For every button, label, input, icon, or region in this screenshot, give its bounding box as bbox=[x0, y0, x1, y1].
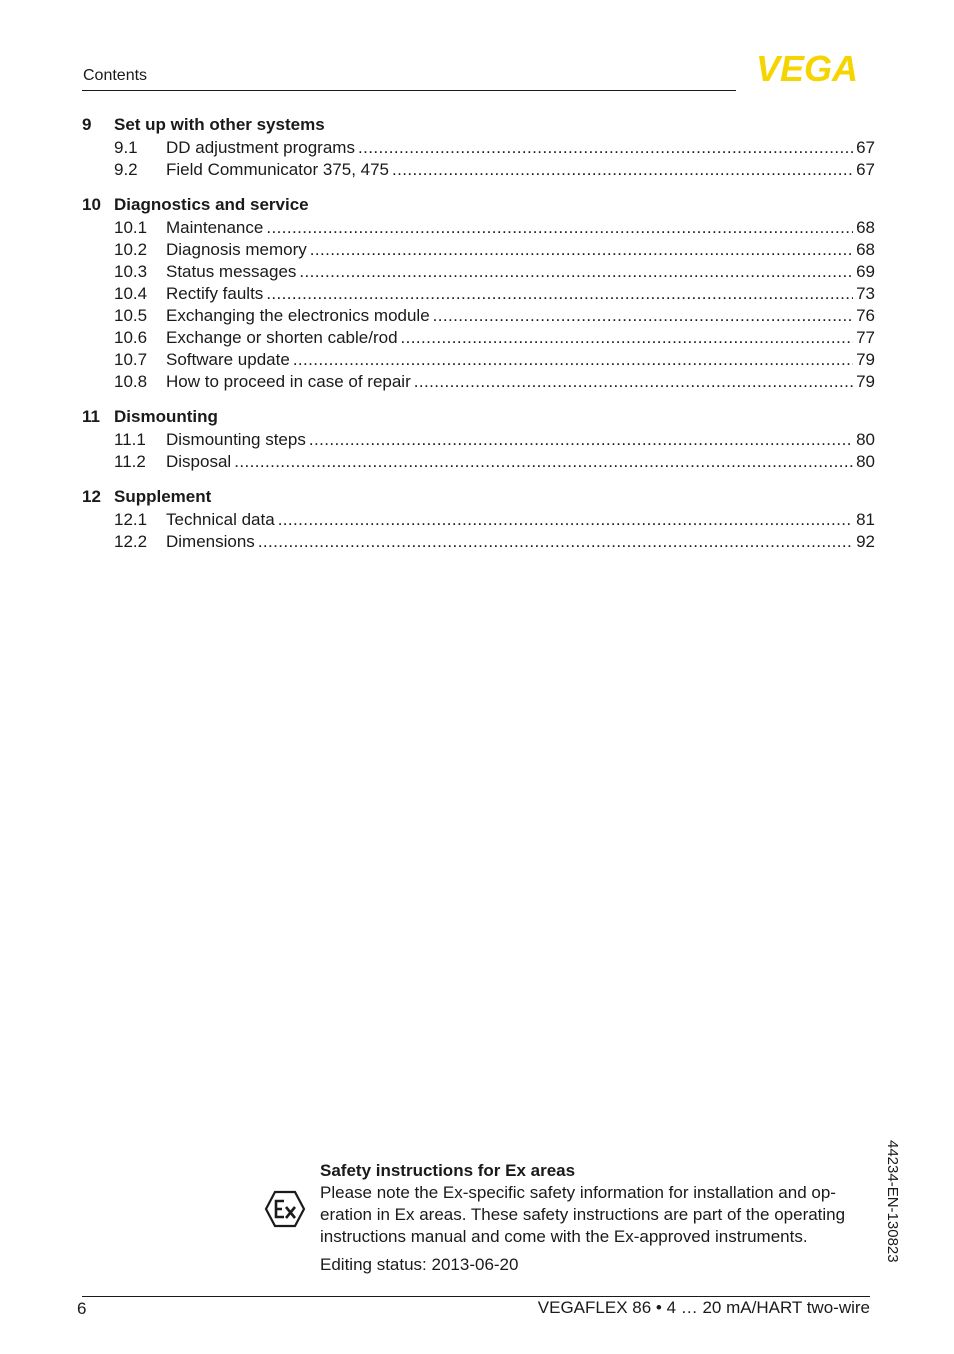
entry-number: 11.2 bbox=[114, 452, 146, 471]
entry-title: Field Communicator 375, 475 bbox=[166, 160, 390, 179]
chapter-heading[interactable] bbox=[82, 193, 875, 217]
dot-leader bbox=[266, 217, 853, 239]
entry-page-number: 79 bbox=[856, 350, 875, 369]
footer-divider bbox=[82, 1296, 870, 1297]
chapter-title: Supplement bbox=[114, 487, 212, 506]
toc-entry[interactable] bbox=[82, 429, 875, 451]
entry-number: 9.2 bbox=[114, 160, 138, 179]
page-number: 6 bbox=[77, 1299, 87, 1318]
toc-entry[interactable] bbox=[82, 239, 875, 261]
chapter-title: Diagnostics and service bbox=[114, 195, 309, 214]
entry-number: 10.5 bbox=[114, 306, 148, 325]
document-title: VEGAFLEX 86 • 4 … 20 mA/HART two-wire bbox=[537, 1298, 870, 1317]
entry-page-number: 77 bbox=[856, 328, 875, 347]
entry-title: Exchange or shorten cable/rod bbox=[166, 328, 398, 347]
editing-status: Editing status: 2013-06-20 bbox=[320, 1255, 519, 1274]
dot-leader bbox=[299, 261, 853, 283]
dot-leader bbox=[234, 451, 853, 473]
entry-title: Rectify faults bbox=[166, 284, 264, 303]
header-divider bbox=[82, 90, 736, 91]
entry-page-number: 79 bbox=[856, 372, 875, 391]
toc-entry[interactable] bbox=[82, 283, 875, 305]
chapter-number: 11 bbox=[82, 407, 100, 426]
dot-leader bbox=[392, 159, 853, 181]
entry-title: DD adjustment programs bbox=[166, 138, 355, 157]
entry-page-number: 80 bbox=[856, 452, 875, 471]
dot-leader bbox=[278, 509, 853, 531]
toc-entry[interactable] bbox=[82, 137, 875, 159]
table-of-contents bbox=[82, 113, 875, 565]
toc-entry[interactable] bbox=[82, 349, 875, 371]
entry-title: Technical data bbox=[166, 510, 275, 529]
dot-leader bbox=[414, 371, 853, 393]
section-label: Contents bbox=[83, 67, 148, 84]
entry-number: 10.3 bbox=[114, 262, 148, 281]
toc-entry[interactable] bbox=[82, 509, 875, 531]
entry-page-number: 80 bbox=[856, 430, 875, 449]
entry-number: 10.2 bbox=[114, 240, 148, 259]
entry-number: 10.7 bbox=[114, 350, 148, 369]
dot-leader bbox=[433, 305, 853, 327]
dot-leader bbox=[258, 531, 853, 553]
dot-leader bbox=[293, 349, 853, 371]
entry-number: 9.1 bbox=[114, 138, 138, 157]
entry-title: Maintenance bbox=[166, 218, 264, 237]
entry-title: Software update bbox=[166, 350, 290, 369]
entry-page-number: 67 bbox=[856, 138, 875, 157]
toc-entry[interactable] bbox=[82, 531, 875, 553]
entry-number: 11.1 bbox=[114, 430, 146, 449]
dot-leader bbox=[266, 283, 853, 305]
toc-chapter bbox=[82, 485, 875, 553]
chapter-heading[interactable] bbox=[82, 113, 875, 137]
entry-number: 10.1 bbox=[114, 218, 148, 237]
toc-entry[interactable] bbox=[82, 305, 875, 327]
chapter-number: 10 bbox=[82, 195, 101, 214]
toc-entry[interactable] bbox=[82, 217, 875, 239]
dot-leader bbox=[358, 137, 853, 159]
chapter-title: Set up with other systems bbox=[114, 115, 325, 134]
vega-logo bbox=[742, 52, 872, 84]
entry-number: 12.2 bbox=[114, 532, 148, 551]
dot-leader bbox=[310, 239, 853, 261]
entry-page-number: 92 bbox=[856, 532, 875, 551]
safety-notice bbox=[320, 1160, 876, 1276]
entry-title: Exchanging the electronics module bbox=[166, 306, 430, 325]
dot-leader bbox=[401, 327, 854, 349]
entry-number: 10.6 bbox=[114, 328, 148, 347]
entry-page-number: 68 bbox=[856, 218, 875, 237]
toc-entry[interactable] bbox=[82, 327, 875, 349]
toc-entry[interactable] bbox=[82, 451, 875, 473]
toc-entry[interactable] bbox=[82, 159, 875, 181]
entry-page-number: 81 bbox=[856, 510, 875, 529]
entry-number: 10.8 bbox=[114, 372, 148, 391]
toc-chapter bbox=[82, 193, 875, 393]
chapter-number: 9 bbox=[82, 115, 92, 134]
entry-title: Status messages bbox=[166, 262, 297, 281]
document-code: 44234-EN-130823 bbox=[884, 1140, 901, 1263]
entry-title: How to proceed in case of repair bbox=[166, 372, 411, 391]
chapter-title: Dismounting bbox=[114, 407, 218, 426]
notice-body: Please note the Ex-specific safety information for installation and op-eration in Ex areas. These safety instructions are part of the operating instructions manual and come with the Ex-approved instruments. bbox=[320, 1183, 846, 1246]
entry-title: Dimensions bbox=[166, 532, 255, 551]
entry-page-number: 67 bbox=[856, 160, 875, 179]
entry-page-number: 76 bbox=[856, 306, 875, 325]
toc-chapter bbox=[82, 113, 875, 181]
entry-page-number: 68 bbox=[856, 240, 875, 259]
entry-number: 10.4 bbox=[114, 284, 148, 303]
notice-title: Safety instructions for Ex areas bbox=[320, 1161, 576, 1180]
entry-title: Disposal bbox=[166, 452, 232, 471]
entry-number: 12.1 bbox=[114, 510, 148, 529]
ex-icon bbox=[264, 1190, 306, 1228]
toc-entry[interactable] bbox=[82, 371, 875, 393]
logo-text: VEGA bbox=[755, 52, 859, 84]
entry-title: Dismounting steps bbox=[166, 430, 306, 449]
entry-title: Diagnosis memory bbox=[166, 240, 307, 259]
entry-page-number: 69 bbox=[856, 262, 875, 281]
toc-chapter bbox=[82, 405, 875, 473]
chapter-heading[interactable] bbox=[82, 405, 875, 429]
entry-page-number: 73 bbox=[856, 284, 875, 303]
chapter-number: 12 bbox=[82, 487, 101, 506]
dot-leader bbox=[309, 429, 853, 451]
toc-entry[interactable] bbox=[82, 261, 875, 283]
chapter-heading[interactable] bbox=[82, 485, 875, 509]
